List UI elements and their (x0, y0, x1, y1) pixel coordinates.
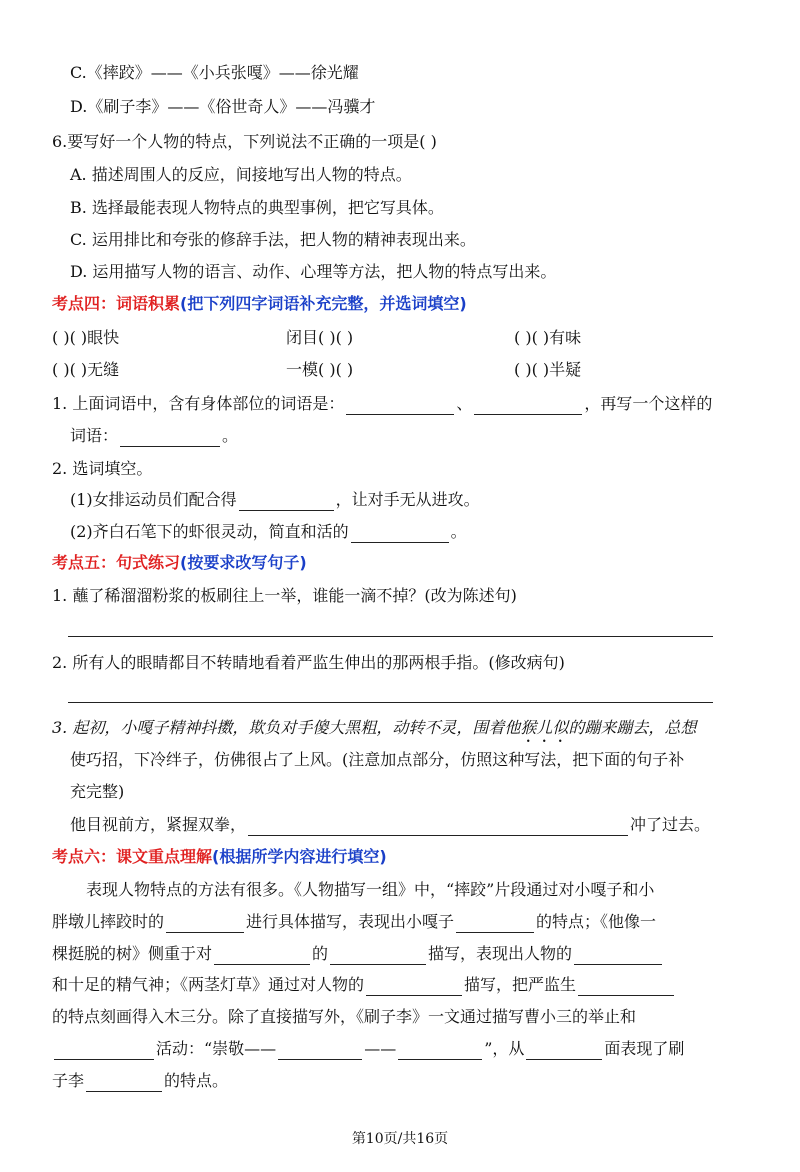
s6-line5: 的特点刻画得入木三分。除了直接描写外，《刷子李》一文通过描写曹小三的举止和 (52, 1007, 637, 1026)
answer-line[interactable] (68, 702, 713, 703)
s4-q2-1 (70, 489, 480, 511)
s4-q2-1-text-b: ，让对手无从进攻。 (335, 490, 480, 509)
section6-instruction: (根据所学内容进行填空) (212, 847, 387, 866)
s4-q2-2 (70, 521, 467, 543)
answer-blank[interactable] (120, 430, 220, 447)
section4-label: 考点四：词语积累 (52, 294, 181, 313)
s4-q2-1-text: (1)女排运动员们配合得 (70, 490, 237, 509)
answer-blank[interactable] (526, 1043, 602, 1060)
s4-q2: 2. 选词填空。 (52, 459, 153, 478)
answer-blank[interactable] (398, 1043, 482, 1060)
q6-stem: 6.要写好一个人物的特点，下列说法不正确的一项是( ) (52, 132, 437, 151)
q6-option-c: C. 运用排比和夸张的修辞手法，把人物的精神表现出来。 (70, 230, 476, 249)
answer-blank[interactable] (474, 398, 582, 415)
answer-blank[interactable] (214, 948, 310, 965)
s4-q1-text-c: 词语： (70, 426, 119, 445)
answer-blank[interactable] (330, 948, 426, 965)
section4-heading (52, 293, 467, 315)
s5-q3-line1 (52, 717, 696, 746)
q5-option-c: C.《摔跤》——《小兵张嘎》——徐光耀 (70, 63, 359, 82)
section6-label: 考点六：课文重点理解 (52, 847, 213, 866)
s5-q3-prompt: 他目视前方，紧握双拳， (70, 815, 247, 834)
s6-text: 的特点；《他像一 (536, 912, 657, 931)
answer-blank[interactable] (366, 979, 462, 996)
s4-q1-text-b: ，再写一个这样的 (584, 394, 713, 413)
s5-q3-line2: 使巧招，下冷绊子，仿佛很占了上风。(注意加点部分，仿照这种写法，把下面的句子补 (70, 750, 685, 769)
q6-option-d: D. 运用描写人物的语言、动作、心理等方法，把人物的特点写出来。 (70, 262, 557, 281)
s4-q2-2-text: (2)齐白石笔下的虾很灵动，简直和活的 (70, 522, 349, 541)
answer-blank[interactable] (86, 1075, 162, 1092)
s6-line2 (52, 911, 656, 933)
s6-text: 胖墩儿摔跤时的 (52, 912, 165, 931)
idiom-r2c1: ( )( )无缝 (52, 360, 120, 379)
section6-heading (52, 846, 387, 868)
answer-blank[interactable] (346, 398, 454, 415)
s5-q3-text: 3. 起初，小嘎子精神抖擞，欺负对手傻大黑粗，动转不灵，围着他 (52, 718, 521, 737)
s6-text: 的 (312, 944, 329, 963)
s6-line4 (52, 974, 676, 996)
section4-instruction: (把下列四字词语补充完整，并选词填空) (180, 294, 467, 313)
q6-option-b: B. 选择最能表现人物特点的典型事例，把它写具体。 (70, 198, 444, 217)
s5-q1: 1. 蘸了稀溜溜粉浆的板刷往上一举，谁能一滴不掉？(改为陈述句) (52, 586, 517, 605)
s6-text: —— (364, 1039, 397, 1058)
s6-text: 进行具体描写，表现出小嘎子 (246, 912, 455, 931)
s6-text: 子李 (52, 1071, 85, 1090)
q6-option-a: A. 描述周围人的反应，间接地写出人物的特点。 (70, 165, 412, 184)
s6-line3 (52, 943, 664, 965)
s4-q1-line2 (70, 425, 238, 447)
section5-instruction: (按要求改写句子) (180, 553, 307, 572)
s6-text: 棵挺脱的树》侧重于对 (52, 944, 213, 963)
s4-q1-end: 。 (222, 426, 239, 445)
answer-blank[interactable] (54, 1043, 154, 1060)
s6-text: 面表现了刷 (604, 1039, 685, 1058)
s5-q3-line3: 充完整) (70, 782, 125, 801)
s4-q1-text: 1. 上面词语中，含有身体部位的词语是： (52, 394, 345, 413)
answer-blank[interactable] (578, 979, 674, 996)
s6-text: 的特点。 (164, 1071, 229, 1090)
s6-text: 描写，表现出人物的 (428, 944, 573, 963)
answer-line[interactable] (68, 636, 713, 637)
section5-label: 考点五：句式练习 (52, 553, 181, 572)
emphasized-phrase: 猴儿似 (520, 718, 569, 737)
s4-q2-2-end: 。 (450, 522, 467, 541)
answer-blank[interactable] (248, 819, 628, 836)
answer-blank[interactable] (456, 916, 534, 933)
idiom-r1c2: 闭目( )( ) (286, 328, 354, 347)
s6-line1: 表现人物特点的方法有很多。《人物描写一组》中，“摔跤”片段通过对小嘎子和小 (86, 880, 655, 899)
s5-q2: 2. 所有人的眼睛都目不转睛地看着严监生伸出的那两根手指。(修改病句) (52, 653, 565, 672)
s6-text: 活动：“崇敬—— (156, 1039, 277, 1058)
page-number: 第10页/共16页 (351, 1131, 449, 1147)
q5-option-d: D.《刷子李》——《俗世奇人》——冯骥才 (70, 97, 376, 116)
s6-text: ”，从 (484, 1039, 525, 1058)
s6-text: 和十足的精气神；《两茎灯草》通过对人物的 (52, 975, 365, 994)
section5-heading (52, 552, 307, 574)
idiom-r1c1: ( )( )眼快 (52, 328, 120, 347)
s4-q1-line1 (52, 393, 712, 415)
s6-line6 (52, 1038, 684, 1060)
answer-blank[interactable] (278, 1043, 362, 1060)
answer-blank[interactable] (574, 948, 662, 965)
s6-line7 (52, 1070, 228, 1092)
answer-blank[interactable] (166, 916, 244, 933)
s4-q1-sep: 、 (456, 394, 473, 413)
s5-q3-text-b: 的蹦来蹦去，总想 (568, 718, 697, 737)
s6-text: 描写，把严监生 (464, 975, 577, 994)
s5-q3-line4 (70, 814, 710, 836)
idiom-r1c3: ( )( )有味 (514, 328, 582, 347)
answer-blank[interactable] (351, 526, 449, 543)
idiom-r2c3: ( )( )半疑 (514, 360, 582, 379)
idiom-r2c2: 一模( )( ) (286, 360, 354, 379)
s5-q3-prompt-end: 冲了过去。 (630, 815, 711, 834)
answer-blank[interactable] (239, 494, 334, 511)
